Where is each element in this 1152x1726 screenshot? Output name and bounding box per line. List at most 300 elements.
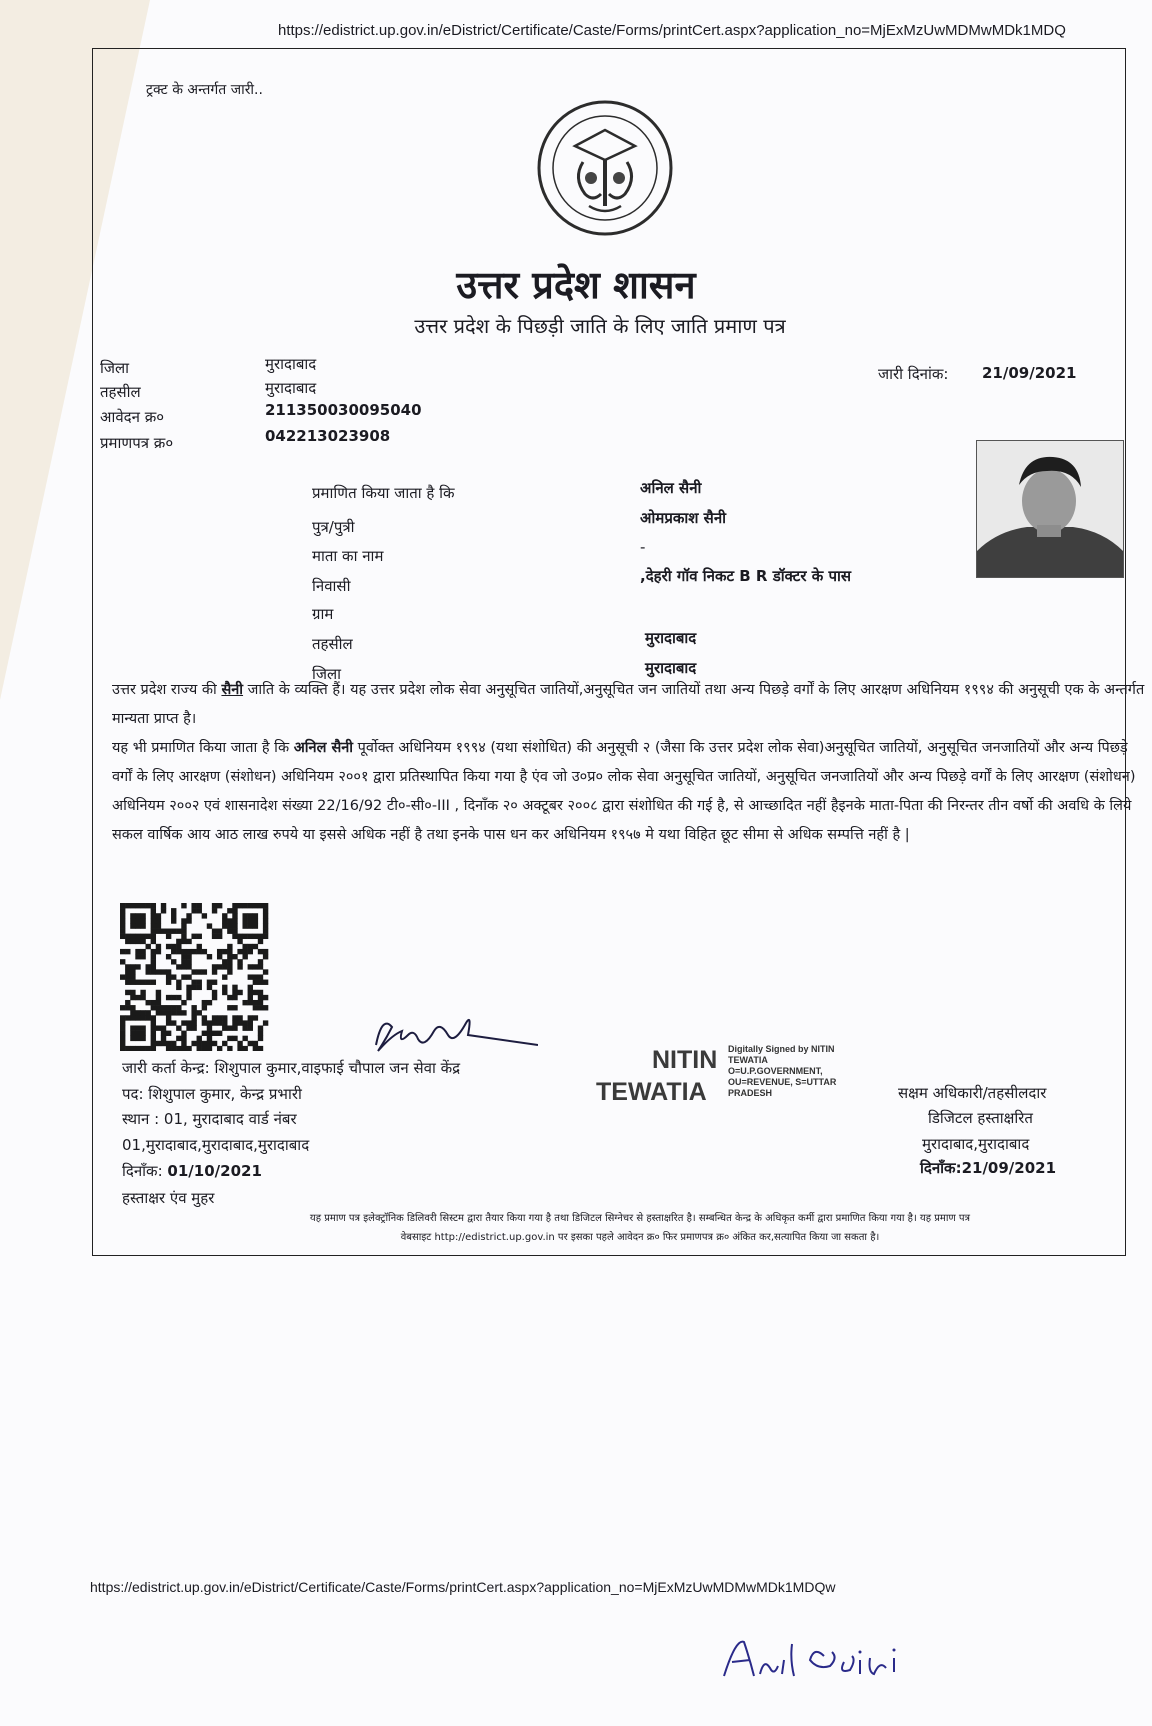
qr-module (253, 964, 258, 969)
qr-module (156, 929, 161, 934)
qr-module (248, 1025, 253, 1030)
qr-module (166, 995, 171, 1000)
qr-module (197, 1010, 202, 1015)
qr-module (207, 1000, 212, 1005)
qr-module (237, 939, 242, 944)
qr-module (156, 918, 161, 923)
qr-module (263, 918, 268, 923)
qr-module (263, 1020, 268, 1025)
qr-module (253, 1046, 258, 1051)
government-title: उत्तर प्रदेश शासन (456, 262, 696, 307)
qr-module (232, 908, 237, 913)
issuer-center: जारी कर्ता केन्द्र: शिशुपाल कुमार,वाइफाई चौपाल जन सेवा केंद्र (122, 1059, 461, 1077)
qr-module (130, 1036, 135, 1041)
qr-module (248, 1000, 253, 1005)
applicant-photo (976, 440, 1124, 578)
qr-module (176, 1036, 181, 1041)
qr-module (197, 949, 202, 954)
qr-module (140, 918, 145, 923)
qr-module (171, 908, 176, 913)
certification-name: अनिल सैनी (293, 740, 354, 756)
qr-module (156, 949, 161, 954)
qr-module (253, 1005, 258, 1010)
qr-module (212, 1020, 217, 1025)
qr-module (217, 1046, 222, 1051)
qr-module (237, 990, 242, 995)
qr-module (125, 969, 130, 974)
qr-module (140, 949, 145, 954)
qr-module (120, 974, 125, 979)
qr-module (146, 903, 151, 908)
qr-module (202, 1005, 207, 1010)
qr-module (151, 1000, 156, 1005)
digital-signature-line: TEWATIA (728, 1055, 768, 1065)
qr-module (166, 934, 171, 939)
qr-module (181, 974, 186, 979)
issuer-place-line2: 01,मुरादाबाद,मुरादाबाद,मुरादाबाद (122, 1136, 310, 1154)
qr-module (135, 1036, 140, 1041)
qr-module (130, 1010, 135, 1015)
qr-module (161, 908, 166, 913)
qr-module (166, 1041, 171, 1046)
qr-module (202, 1020, 207, 1025)
qr-module (151, 969, 156, 974)
qr-module (197, 1036, 202, 1041)
qr-module (222, 913, 227, 918)
issuer-date (122, 1161, 262, 1181)
qr-module (181, 1041, 186, 1046)
qr-module (125, 990, 130, 995)
qr-module (130, 903, 135, 908)
district-value: मुरादाबाद (265, 355, 317, 373)
qr-module (176, 1010, 181, 1015)
qr-module (253, 1000, 258, 1005)
qr-module (186, 959, 191, 964)
qr-module (212, 980, 217, 985)
qr-module (135, 934, 140, 939)
officer-place: मुरादाबाद,मुरादाबाद (922, 1135, 1030, 1153)
issue-date-value: 21/09/2021 (982, 364, 1077, 382)
qr-module (202, 1031, 207, 1036)
qr-module (135, 903, 140, 908)
qr-module (186, 1025, 191, 1030)
qr-module (248, 918, 253, 923)
qr-module (207, 1031, 212, 1036)
qr-module (212, 929, 217, 934)
qr-module (146, 964, 151, 969)
qr-module (181, 1046, 186, 1051)
qr-module (125, 1015, 130, 1020)
qr-module (202, 1015, 207, 1020)
qr-module (217, 1020, 222, 1025)
qr-module (130, 1025, 135, 1030)
qr-module (135, 1031, 140, 1036)
qr-module (263, 969, 268, 974)
applicant-photo-icon (977, 441, 1123, 577)
qr-module (166, 1031, 171, 1036)
qr-module (253, 1015, 258, 1020)
qr-module (212, 908, 217, 913)
qr-module (258, 959, 263, 964)
qr-module (248, 995, 253, 1000)
qr-module (130, 974, 135, 979)
qr-module (227, 929, 232, 934)
qr-module (151, 1036, 156, 1041)
qr-module (202, 1046, 207, 1051)
qr-module (248, 1041, 253, 1046)
qr-module (181, 1036, 186, 1041)
qr-module (258, 939, 263, 944)
qr-module (263, 954, 268, 959)
qr-module (181, 954, 186, 959)
qr-module (242, 918, 247, 923)
qr-module (176, 1025, 181, 1030)
qr-module (222, 1025, 227, 1030)
qr-module (161, 1041, 166, 1046)
print-url-top: https://edistrict.up.gov.in/eDistrict/Certificate/Caste/Forms/printCert.aspx?application_no=MjExMzUwMDMwMDk1MDQ (278, 22, 1066, 39)
certification-intro: यह भी प्रमाणित किया जाता है कि (112, 740, 290, 756)
qr-module (125, 964, 130, 969)
issuer-post: पद: शिशुपाल कुमार, केन्द्र प्रभारी (122, 1085, 302, 1103)
qr-module (242, 913, 247, 918)
qr-module (186, 995, 191, 1000)
qr-module (227, 949, 232, 954)
qr-module (207, 1036, 212, 1041)
qr-module (125, 949, 130, 954)
qr-module (130, 995, 135, 1000)
qr-module (237, 1046, 242, 1051)
qr-module (222, 959, 227, 964)
qr-module (146, 980, 151, 985)
qr-module (232, 923, 237, 928)
qr-module (176, 964, 181, 969)
qr-module (253, 980, 258, 985)
mother-label: माता का नाम (312, 547, 384, 565)
qr-module (166, 969, 171, 974)
qr-module (181, 949, 186, 954)
qr-module (253, 1041, 258, 1046)
qr-module (140, 1036, 145, 1041)
qr-module (171, 1010, 176, 1015)
qr-module (135, 1046, 140, 1051)
qr-module (222, 964, 227, 969)
qr-module (197, 903, 202, 908)
qr-module (151, 939, 156, 944)
qr-module (207, 954, 212, 959)
qr-module (263, 923, 268, 928)
officer-digital-sign: डिजिटल हस्ताक्षरित (928, 1109, 1033, 1127)
certification-paragraph (112, 734, 1147, 850)
issuer-date-value: 01/10/2021 (167, 1162, 262, 1180)
qr-module (135, 1010, 140, 1015)
qr-module (181, 1000, 186, 1005)
qr-module (237, 903, 242, 908)
qr-module (120, 949, 125, 954)
qr-module (151, 1020, 156, 1025)
qr-module (242, 1000, 247, 1005)
qr-module (222, 923, 227, 928)
qr-module (207, 1046, 212, 1051)
qr-module (227, 995, 232, 1000)
qr-module (191, 980, 196, 985)
qr-module (156, 913, 161, 918)
qr-module (227, 944, 232, 949)
applicant-name: अनिल सैनी (640, 479, 702, 497)
qr-module (181, 1020, 186, 1025)
qr-module (156, 923, 161, 928)
qr-module (253, 990, 258, 995)
qr-module (186, 990, 191, 995)
qr-module (156, 1041, 161, 1046)
qr-module (171, 1005, 176, 1010)
qr-module (191, 1010, 196, 1015)
qr-code-icon (118, 903, 270, 1051)
qr-module (130, 1005, 135, 1010)
digital-signature-line: PRADESH (728, 1088, 773, 1098)
qr-module (207, 980, 212, 985)
digital-signature-line: O=U.P.GOVERNMENT, (728, 1066, 823, 1076)
qr-module (151, 934, 156, 939)
qr-module (130, 1046, 135, 1051)
qr-module (212, 903, 217, 908)
qr-module (151, 949, 156, 954)
qr-module (125, 974, 130, 979)
qr-module (222, 949, 227, 954)
qr-module (120, 1015, 125, 1020)
qr-module (217, 964, 222, 969)
qr-module (258, 980, 263, 985)
qr-module (166, 954, 171, 959)
footer-note-line2: वेबसाइट http://edistrict.up.gov.in पर इसका पहले आवेदन क्र० फिर प्रमाणपत्र क्र० अंकित कर,सत्यापित किया जा सकता है। (400, 1232, 880, 1243)
qr-module (146, 1010, 151, 1015)
qr-module (248, 949, 253, 954)
qr-module (263, 995, 268, 1000)
detail-district-value: मुरादाबाद (645, 659, 697, 677)
qr-module (181, 1010, 186, 1015)
qr-module (222, 974, 227, 979)
qr-module (166, 980, 171, 985)
qr-module (258, 1005, 263, 1010)
village-label: ग्राम (312, 605, 334, 623)
parent-name: ओमप्रकाश सैनी (640, 509, 727, 527)
qr-module (227, 964, 232, 969)
qr-module (253, 913, 258, 918)
qr-module (207, 985, 212, 990)
qr-module (140, 923, 145, 928)
qr-module (135, 995, 140, 1000)
certificate-number-label: प्रमाणपत्र क्र० (100, 434, 174, 452)
qr-module (197, 1041, 202, 1046)
qr-module (146, 944, 151, 949)
qr-module (186, 913, 191, 918)
qr-module (217, 929, 222, 934)
qr-module (176, 939, 181, 944)
qr-module (151, 903, 156, 908)
tehsil-value: मुरादाबाद (265, 379, 317, 397)
qr-module (248, 944, 253, 949)
qr-module (125, 903, 130, 908)
qr-module (140, 1025, 145, 1030)
certificate-subtitle: उत्तर प्रदेश के पिछड़ी जाति के लिए जाति प्रमाण पत्र (414, 314, 786, 338)
qr-module (232, 903, 237, 908)
qr-module (146, 1000, 151, 1005)
qr-module (253, 923, 258, 928)
qr-module (176, 1005, 181, 1010)
digital-signature-line: OU=REVENUE, S=UTTAR (728, 1077, 837, 1087)
qr-module (242, 1046, 247, 1051)
qr-module (120, 918, 125, 923)
certified-label: प्रमाणित किया जाता है कि (312, 484, 455, 502)
qr-module (202, 913, 207, 918)
qr-module (227, 918, 232, 923)
qr-module (151, 964, 156, 969)
qr-module (140, 913, 145, 918)
qr-module (135, 923, 140, 928)
qr-module (232, 913, 237, 918)
tehsil-label: तहसील (100, 383, 141, 401)
qr-module (161, 1010, 166, 1015)
qr-module (140, 995, 145, 1000)
qr-module (202, 1000, 207, 1005)
qr-module (135, 1015, 140, 1020)
mother-name: - (640, 538, 646, 556)
qr-module (130, 980, 135, 985)
issuer-seal-text: हस्ताक्षर एंव मुहर (122, 1189, 215, 1207)
qr-module (242, 1025, 247, 1030)
qr-module (258, 1000, 263, 1005)
resident-address: ,देहरी गॉव निकट B R डॉक्टर के पास (640, 567, 851, 585)
qr-module (227, 908, 232, 913)
qr-module (263, 929, 268, 934)
qr-module (222, 1020, 227, 1025)
qr-module (212, 1015, 217, 1020)
qr-module (120, 929, 125, 934)
qr-module (237, 1041, 242, 1046)
print-url-bottom: https://edistrict.up.gov.in/eDistrict/Certificate/Caste/Forms/printCert.aspx?application_no=MjExMzUwMDMwMDk1MDQw (90, 1579, 836, 1595)
qr-module (248, 1020, 253, 1025)
qr-module (171, 1041, 176, 1046)
qr-module (253, 944, 258, 949)
qr-module (156, 995, 161, 1000)
qr-module (263, 980, 268, 985)
qr-module (232, 1036, 237, 1041)
qr-module (197, 980, 202, 985)
qr-module (166, 929, 171, 934)
qr-module (191, 1015, 196, 1020)
qr-module (146, 1046, 151, 1051)
qr-module (232, 918, 237, 923)
qr-module (120, 913, 125, 918)
qr-module (181, 934, 186, 939)
qr-module (140, 934, 145, 939)
qr-module (181, 1031, 186, 1036)
qr-module (258, 1025, 263, 1030)
qr-module (263, 908, 268, 913)
qr-module (130, 1031, 135, 1036)
qr-module (191, 1005, 196, 1010)
qr-module (140, 1046, 145, 1051)
qr-module (217, 903, 222, 908)
qr-module (232, 1025, 237, 1030)
resident-label: निवासी (312, 577, 351, 595)
qr-module (232, 985, 237, 990)
qr-module (258, 934, 263, 939)
qr-module (120, 1005, 125, 1010)
qr-module (171, 929, 176, 934)
footer-note-line1: यह प्रमाण पत्र इलेक्ट्रॉनिक डिलिवरी सिस्टम द्वारा तैयार किया गया है तथा डिजिटल सिग्नेचर से हस्ताक्षरित है। सम्बन्धित केन्द्र के अधिकृत कर्मी द्वारा प्रमाणित किया गया है। यह प्रमाण पत्र (309, 1213, 971, 1224)
qr-module (242, 949, 247, 954)
qr-module (161, 1005, 166, 1010)
qr-module (151, 1005, 156, 1010)
qr-module (237, 1020, 242, 1025)
qr-module (161, 1036, 166, 1041)
parent-label: पुत्र/पुत्री (312, 518, 355, 536)
qr-module (166, 1020, 171, 1025)
qr-module (258, 903, 263, 908)
qr-module (135, 954, 140, 959)
qr-module (197, 985, 202, 990)
qr-module (156, 1010, 161, 1015)
qr-module (263, 913, 268, 918)
qr-module (120, 934, 125, 939)
qr-module (258, 990, 263, 995)
qr-module (186, 974, 191, 979)
caste-paragraph-body: जाति के व्यक्ति हैं। यह उत्तर प्रदेश लोक सेवा अनुसूचित जातियों,अनुसूचित जन जातियों तथा अन्य पिछड़े वर्गों के लिए आरक्षण अधिनियम १९९४ की अनुसूची एक के अन्तर्गत मान्यता प्राप्त है। (112, 682, 1145, 727)
qr-module (130, 913, 135, 918)
qr-module (222, 918, 227, 923)
qr-module (202, 969, 207, 974)
qr-module (242, 923, 247, 928)
qr-module (222, 1015, 227, 1020)
qr-module (212, 1031, 217, 1036)
qr-module (197, 969, 202, 974)
qr-module (161, 903, 166, 908)
qr-module (232, 1020, 237, 1025)
qr-module (130, 969, 135, 974)
qr-module (258, 1046, 263, 1051)
qr-module (146, 969, 151, 974)
qr-module (120, 923, 125, 928)
qr-module (176, 980, 181, 985)
qr-module (248, 964, 253, 969)
issue-date-label: जारी दिनांक: (878, 365, 949, 383)
qr-module (186, 1046, 191, 1051)
qr-module (186, 954, 191, 959)
qr-module (202, 949, 207, 954)
qr-module (130, 934, 135, 939)
qr-module (135, 913, 140, 918)
qr-module (248, 903, 253, 908)
qr-module (140, 980, 145, 985)
digital-signer-first-name: NITIN (652, 1046, 718, 1074)
qr-module (197, 1046, 202, 1051)
qr-module (242, 934, 247, 939)
qr-module (135, 939, 140, 944)
qr-module (217, 1015, 222, 1020)
qr-module (212, 934, 217, 939)
qr-module (191, 934, 196, 939)
qr-module (191, 903, 196, 908)
qr-module (197, 944, 202, 949)
qr-module (156, 990, 161, 995)
qr-module (207, 923, 212, 928)
qr-module (171, 944, 176, 949)
qr-module (227, 1036, 232, 1041)
qr-module (176, 995, 181, 1000)
qr-module (212, 1041, 217, 1046)
qr-module (237, 934, 242, 939)
qr-module (212, 990, 217, 995)
